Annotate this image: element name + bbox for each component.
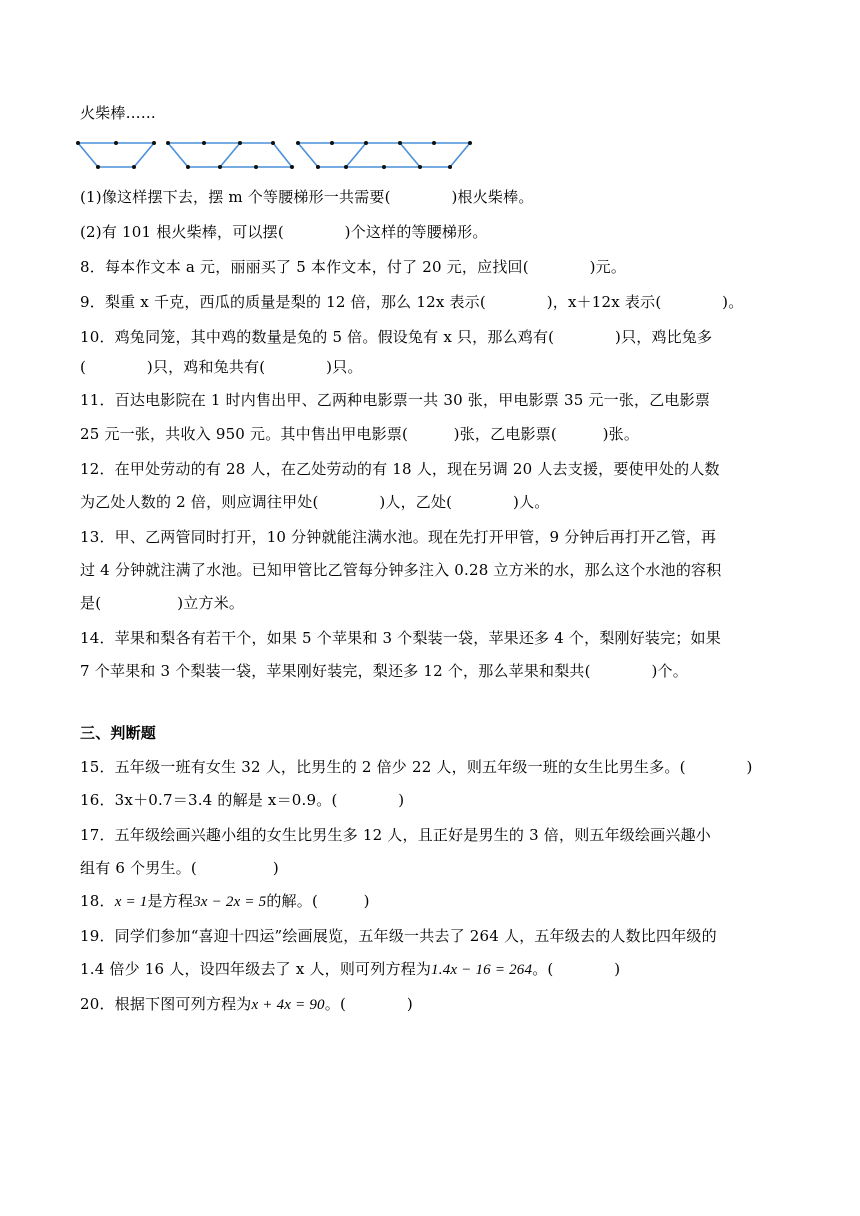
question-10-line-2: ( )只，鸡和兔共有( )只。 <box>80 358 363 376</box>
trapezoid-group-3 <box>298 143 470 167</box>
question-13-line-3: 是( )立方米。 <box>80 594 245 612</box>
matchstick-trapezoid-figure <box>76 134 476 174</box>
question-18 <box>80 890 370 913</box>
question-20-text: 20．根据下图可列方程为 <box>80 995 252 1013</box>
question-9: 9．梨重 x 千克，西瓜的质量是梨的 12 倍，那么 12x 表示( )，x＋12x 表示( )。 <box>80 293 744 311</box>
question-11-line-2: 25 元一张，共收入 950 元。其中售出甲电影票( )张，乙电影票( )张。 <box>80 425 640 443</box>
question-14-line-1: 14．苹果和梨各有若干个，如果 5 个苹果和 3 个梨装一袋，苹果还多 4 个，梨刚好装完；如果 <box>80 629 721 647</box>
question-15: 15．五年级一班有女生 32 人，比男生的 2 倍少 22 人，则五年级一班的女生比男生多。( ) <box>80 758 753 776</box>
question-8: 8．每本作文本 a 元，丽丽买了 5 本作文本，付了 20 元，应找回( )元。 <box>80 258 627 276</box>
question-19-line-1: 19．同学们参加“喜迎十四运”绘画展览，五年级一共去了 264 人，五年级去的人数比四年级的 <box>80 927 717 945</box>
question-20-equation: x + 4x = 90 <box>251 997 325 1013</box>
question-13-line-1: 13．甲、乙两管同时打开，10 分钟就能注满水池。现在先打开甲管，9 分钟后再打开乙管，再 <box>80 528 717 546</box>
question-18-number: 18． <box>80 892 115 910</box>
question-7-part-1: (1)像这样摆下去，摆 m 个等腰梯形一共需要( )根火柴棒。 <box>80 188 534 206</box>
question-17-line-2: 组有 6 个男生。( ) <box>80 859 279 877</box>
question-14-line-2: 7 个苹果和 3 个梨装一袋，苹果刚好装完，梨还多 12 个，那么苹果和梨共( )个。 <box>80 662 688 680</box>
question-17-line-1: 17．五年级绘画兴趣小组的女生比男生多 12 人，且正好是男生的 3 倍，则五年级绘画兴趣小 <box>80 826 711 844</box>
question-20-tail: 。( ) <box>324 995 413 1013</box>
question-10-line-1: 10．鸡兔同笼，其中鸡的数量是兔的 5 倍。假设兔有 x 只，那么鸡有( )只，鸡比兔多 <box>80 328 713 346</box>
question-19-equation: 1.4x − 16 = 264 <box>431 962 533 978</box>
trapezoid-group-1 <box>78 143 154 167</box>
question-11-line-1: 11．百达电影院在 1 时内售出甲、乙两种电影票一共 30 张，甲电影票 35 元一张，乙电影票 <box>80 391 711 409</box>
question-18-tail: 的解。( ) <box>266 892 370 910</box>
question-12-line-2: 为乙处人数的 2 倍，则应调往甲处( )人，乙处( )人。 <box>80 493 550 511</box>
question-18-equation-x: x = 1 <box>114 894 148 910</box>
question-13-line-2: 过 4 分钟就注满了水池。已知甲管比乙管每分钟多注入 0.28 立方米的水，那么这个水池的容积 <box>80 561 722 579</box>
question-12-line-1: 12．在甲处劳动的有 28 人，在乙处劳动的有 18 人，现在另调 20 人去支援，要使甲处的人数 <box>80 460 720 478</box>
question-16: 16．3x＋0.7＝3.4 的解是 x＝0.9。( ) <box>80 791 405 809</box>
question-7-part-2: (2)有 101 根火柴棒，可以摆( )个这样的等腰梯形。 <box>80 223 488 241</box>
question-19-text: 1.4 倍少 16 人，设四年级去了 x 人，则可列方程为 <box>80 960 432 978</box>
intro-text: 火柴棒…… <box>80 104 157 122</box>
question-18-text: 是方程 <box>147 892 194 910</box>
question-18-equation: 3x − 2x = 5 <box>193 894 267 910</box>
section-title-judgement: 三、判断题 <box>80 724 157 742</box>
question-19-tail: 。( ) <box>532 960 621 978</box>
question-20 <box>80 993 413 1016</box>
trapezoid-group-2 <box>168 143 292 167</box>
question-19-line-2 <box>80 958 620 981</box>
